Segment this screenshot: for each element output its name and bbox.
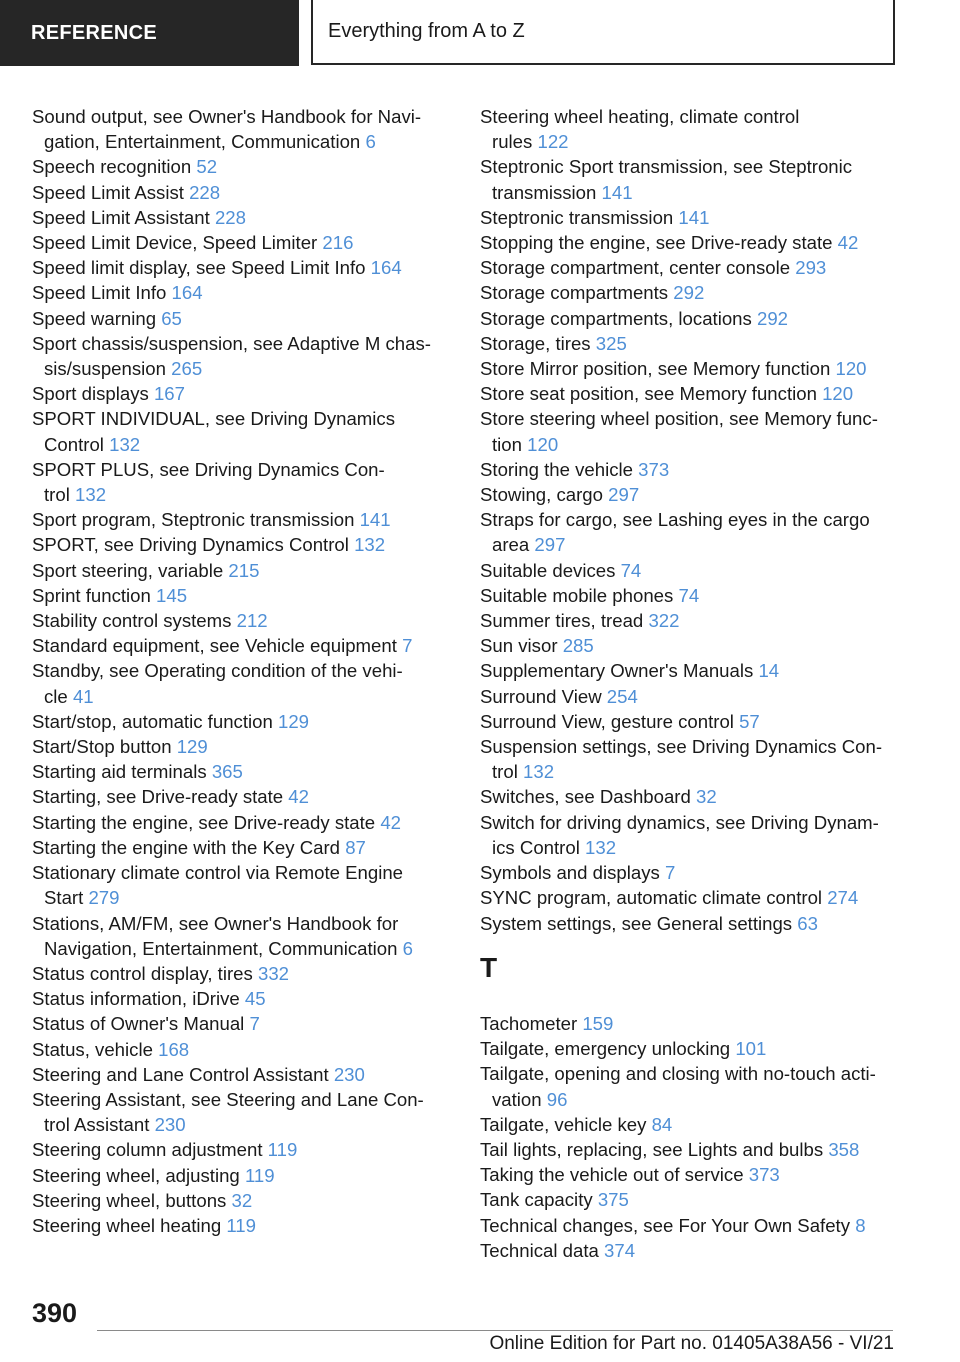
index-group-s — [480, 104, 900, 936]
index-entry — [480, 230, 900, 255]
index-entry — [32, 180, 444, 205]
index-entry — [480, 154, 900, 204]
index-entry — [32, 1188, 444, 1213]
index-entry-text: Stopping the engine, see Drive-ready state — [480, 232, 833, 254]
index-entry-text: Steering wheel heating — [32, 1214, 222, 1236]
page-link[interactable]: 42 — [837, 232, 859, 254]
page-link[interactable]: 141 — [678, 206, 710, 228]
page-link[interactable]: 14 — [758, 660, 780, 682]
index-entry-text: SPORT PLUS, see Driving Dynamics Con- — [32, 458, 385, 480]
index-entry — [480, 1011, 900, 1036]
index-entry — [480, 784, 900, 809]
index-entry-text: Storing the vehicle — [480, 458, 633, 480]
index-entry — [32, 860, 444, 910]
index-entry — [32, 205, 444, 230]
index-entry — [32, 810, 444, 835]
index-entry — [480, 280, 900, 305]
page-link[interactable]: 212 — [236, 610, 268, 632]
index-entry-text: Stowing, cargo — [480, 484, 603, 506]
index-entry — [480, 1112, 900, 1137]
page-link[interactable]: 168 — [158, 1038, 190, 1060]
index-entry — [32, 1037, 444, 1062]
index-entry — [480, 1036, 900, 1061]
page-link[interactable]: 7 — [665, 862, 676, 884]
page-link[interactable]: 41 — [72, 685, 94, 707]
index-column-left — [32, 104, 444, 1238]
index-entry — [480, 306, 900, 331]
index-entry-text: Steptronic Sport transmission, see Steptronic — [480, 156, 853, 178]
index-entry — [32, 961, 444, 986]
index-entry-text: trol — [44, 484, 70, 506]
index-entry-text: Speed limit display, see Speed Limit Info — [32, 257, 366, 279]
index-entry-text: Start/stop, automatic function — [32, 710, 273, 732]
index-entry-text: Starting aid terminals — [32, 761, 207, 783]
index-entry-text: Tailgate, opening and closing with no-touch acti- — [480, 1063, 876, 1085]
index-entry-text: Status of Owner's Manual — [32, 1013, 245, 1035]
page-link[interactable]: 230 — [333, 1063, 365, 1085]
index-entry — [32, 1087, 444, 1137]
index-entry-text: Storage, tires — [480, 332, 591, 354]
index-entry — [32, 1213, 444, 1238]
index-entry-text: Status information, iDrive — [32, 988, 240, 1010]
index-entry-text: Sound output, see Owner's Handbook for Navi- — [32, 106, 422, 127]
index-entry-text: Suitable devices — [480, 559, 616, 581]
index-entry-text: Sport displays — [32, 383, 149, 405]
page-link[interactable]: 119 — [244, 1164, 275, 1186]
index-entry-text: Steering column adjustment — [32, 1139, 263, 1161]
page-link[interactable]: 293 — [795, 257, 827, 279]
index-entry — [480, 658, 900, 683]
index-entry-text: Speed Limit Assist — [32, 181, 184, 203]
index-entry-text: Symbols and displays — [480, 862, 660, 884]
index-entry-text: Tachometer — [480, 1012, 578, 1034]
index-entry-text: trol — [492, 761, 518, 783]
index-entry — [32, 255, 444, 280]
page-link[interactable]: 325 — [595, 332, 627, 354]
index-entry — [32, 911, 444, 961]
chapter-title: Everything from A to Z — [311, 0, 895, 65]
index-entry-text: Technical data — [480, 1239, 599, 1261]
index-entry — [480, 381, 900, 406]
index-entry-text: Starting the engine, see Drive-ready state — [32, 811, 376, 833]
page-link[interactable]: 373 — [748, 1164, 780, 1186]
index-entry-text: Stability control systems — [32, 610, 232, 632]
page-link[interactable]: 119 — [226, 1214, 256, 1236]
page-link[interactable]: 365 — [211, 761, 243, 783]
index-entry — [480, 331, 900, 356]
index-entry — [32, 306, 444, 331]
page-link[interactable]: 230 — [154, 1114, 186, 1136]
page-link[interactable]: 279 — [88, 887, 120, 909]
index-entry — [480, 583, 900, 608]
index-entry-text: Sport program, Steptronic transmission — [32, 509, 355, 531]
page-link[interactable]: 120 — [822, 383, 854, 405]
index-entry — [32, 381, 444, 406]
index-entry — [32, 1137, 444, 1162]
index-entry — [480, 684, 900, 709]
index-entry-text: SYNC program, automatic climate control — [480, 887, 823, 909]
index-entry — [480, 608, 900, 633]
index-entry-text: Surround View — [480, 685, 602, 707]
index-entry-text: Technical changes, see For Your Own Safety — [480, 1214, 851, 1236]
index-entry — [480, 1213, 900, 1238]
index-entry-text: Steering Assistant, see Steering and Lane Con- — [32, 1088, 424, 1110]
index-entry-text: Steering wheel, buttons — [32, 1189, 227, 1211]
page-link[interactable]: 32 — [231, 1189, 253, 1211]
index-entry-text: cle — [44, 685, 68, 707]
page-link[interactable]: 132 — [585, 836, 617, 858]
index-entry-text: Tank capacity — [480, 1189, 593, 1211]
index-entry-text: Speech recognition — [32, 156, 192, 178]
index-entry-text: Store Mirror position, see Memory function — [480, 358, 831, 380]
page-link[interactable]: 65 — [161, 307, 182, 329]
page-link[interactable]: 274 — [827, 887, 859, 909]
index-entry-text: Stations, AM/FM, see Owner's Handbook for — [32, 912, 399, 934]
index-entry-text: Sprint function — [32, 584, 151, 606]
index-entry-text: Tailgate, emergency unlocking — [480, 1038, 731, 1060]
page-link[interactable]: 122 — [537, 131, 569, 153]
index-entry-text: Sport steering, variable — [32, 559, 224, 581]
index-entry — [480, 356, 900, 381]
index-entry-text: Surround View, gesture control — [480, 710, 734, 732]
index-entry-text: Standby, see Operating condition of the vehi- — [32, 660, 403, 682]
page-link[interactable]: 332 — [257, 962, 290, 984]
index-entry — [32, 457, 444, 507]
index-entry-text: rules — [492, 131, 533, 153]
index-entry — [480, 709, 900, 734]
index-entry — [480, 734, 900, 784]
page-link[interactable]: 120 — [835, 358, 867, 380]
index-entry-text: Suspension settings, see Driving Dynamics Con- — [480, 736, 883, 758]
page-number: 390 — [32, 1298, 78, 1328]
page-link[interactable]: 132 — [109, 433, 141, 455]
page-link[interactable]: 145 — [156, 584, 188, 606]
page-link[interactable]: 119 — [267, 1139, 298, 1161]
index-entry-text: SPORT, see Driving Dynamics Control — [32, 534, 349, 556]
page-link[interactable]: 292 — [673, 282, 705, 304]
index-entry — [32, 532, 444, 557]
page-link[interactable]: 129 — [176, 736, 208, 758]
index-entry — [32, 104, 444, 154]
page-link[interactable]: 57 — [739, 710, 760, 732]
page-link[interactable]: 297 — [534, 534, 566, 556]
index-entry-text: transmission — [492, 181, 597, 203]
index-entry-text: Sun visor — [480, 635, 558, 657]
index-entry-text: sis/suspension — [44, 358, 166, 380]
page-header — [0, 0, 960, 66]
index-entry-text: Speed warning — [32, 307, 157, 329]
index-entry-text: Summer tires, tread — [480, 610, 644, 632]
index-entry-text: Navigation, Entertainment, Communication — [44, 937, 398, 959]
page-link[interactable]: 375 — [597, 1189, 629, 1211]
index-entry — [480, 104, 900, 154]
index-entry — [32, 154, 444, 179]
page-link[interactable]: 101 — [735, 1038, 767, 1060]
index-entry — [480, 633, 900, 658]
index-entry-text: Store steering wheel position, see Memory func- — [480, 408, 878, 430]
page-link[interactable]: 141 — [601, 181, 633, 203]
index-entry-text: Switches, see Dashboard — [480, 786, 691, 808]
page-link[interactable]: 373 — [638, 458, 670, 480]
index-entry-text: Storage compartments — [480, 282, 669, 304]
index-entry-text: Sport chassis/suspension, see Adaptive M chas- — [32, 332, 431, 354]
index-entry-text: Speed Limit Info — [32, 282, 167, 304]
page-link[interactable]: 374 — [604, 1239, 636, 1261]
index-entry — [480, 1061, 900, 1111]
page-link[interactable]: 63 — [797, 912, 818, 934]
index-entry-text: Speed Limit Device, Speed Limiter — [32, 232, 318, 254]
section-letter: T — [480, 951, 498, 983]
index-entry-text: Start — [44, 887, 84, 909]
page-link[interactable]: 32 — [696, 786, 717, 808]
page-link[interactable]: 215 — [228, 559, 260, 581]
page-link[interactable]: 132 — [354, 534, 386, 556]
index-entry — [480, 1238, 900, 1263]
index-entry — [32, 558, 444, 583]
index-entry-text: Storage compartment, center console — [480, 257, 791, 279]
page-link[interactable]: 292 — [756, 307, 789, 329]
index-entry — [480, 1137, 900, 1162]
index-entry-text: tion — [492, 433, 522, 455]
page-link[interactable]: 141 — [359, 509, 391, 531]
footer-divider — [97, 1330, 893, 1331]
page-link[interactable]: 52 — [196, 156, 218, 178]
index-entry-text: Steering and Lane Control Assistant — [32, 1063, 329, 1085]
page-link[interactable]: 132 — [75, 484, 107, 506]
index-entry-text: Steering wheel heating, climate control — [480, 106, 800, 127]
page-link[interactable]: 74 — [678, 584, 700, 606]
page-link[interactable]: 8 — [855, 1214, 866, 1236]
index-entry — [480, 885, 900, 910]
index-entry — [480, 558, 900, 583]
index-entry-text: Suitable mobile phones — [480, 584, 674, 606]
index-entry-text: Storage compartments, locations — [480, 307, 752, 329]
page-link[interactable]: 164 — [370, 257, 402, 279]
index-entry-text: SPORT INDIVIDUAL, see Driving Dynamics — [32, 408, 396, 430]
page-link[interactable]: 164 — [171, 282, 203, 304]
index-entry — [32, 1163, 444, 1188]
index-entry-text: Store seat position, see Memory function — [480, 383, 817, 405]
page-link[interactable]: 265 — [171, 358, 203, 380]
index-entry — [480, 457, 900, 482]
page-link[interactable]: 84 — [651, 1113, 673, 1135]
index-entry — [480, 810, 900, 860]
index-entry-text: Control — [44, 433, 104, 455]
index-entry-text: Starting the engine with the Key Card — [32, 836, 341, 858]
index-entry-text: Straps for cargo, see Lashing eyes in the cargo — [480, 509, 870, 531]
page-link[interactable]: 120 — [527, 433, 559, 455]
index-entry — [32, 986, 444, 1011]
index-entry — [32, 835, 444, 860]
page-link[interactable]: 254 — [606, 685, 638, 707]
index-entry-text: gation, Entertainment, Communication — [44, 131, 361, 153]
page-link[interactable]: 358 — [828, 1138, 860, 1160]
page-link[interactable]: 87 — [345, 836, 366, 858]
page-link[interactable]: 6 — [365, 131, 376, 153]
index-entry — [480, 1162, 900, 1187]
index-entry-text: Steering wheel, adjusting — [32, 1164, 240, 1186]
index-entry — [32, 633, 444, 658]
index-entry-text: Status control display, tires — [32, 962, 253, 984]
index-entry-text: area — [492, 534, 530, 556]
index-entry-text: Speed Limit Assistant — [32, 206, 210, 228]
page-link[interactable]: 74 — [620, 559, 642, 581]
index-entry — [32, 734, 444, 759]
index-group-t — [480, 1011, 900, 1263]
page-link[interactable]: 228 — [214, 206, 246, 228]
index-entry — [32, 230, 444, 255]
index-column-right — [480, 104, 900, 1263]
page-link[interactable]: 285 — [562, 635, 594, 657]
index-entry-text: Taking the vehicle out of service — [480, 1164, 744, 1186]
page-link[interactable]: 228 — [189, 181, 221, 203]
index-entry-text: Starting, see Drive-ready state — [32, 786, 284, 808]
page-link[interactable]: 322 — [648, 610, 680, 632]
index-entry — [32, 280, 444, 305]
page-link[interactable]: 6 — [402, 937, 413, 959]
index-entry — [480, 406, 900, 456]
index-entry-text: Supplementary Owner's Manuals — [480, 660, 754, 682]
index-entry — [32, 1011, 444, 1036]
page-link[interactable]: 7 — [249, 1013, 260, 1035]
page-link[interactable]: 42 — [288, 786, 309, 808]
page-link[interactable]: 129 — [277, 710, 310, 732]
index-entry-text: Start/Stop button — [32, 736, 172, 758]
index-entry — [32, 608, 444, 633]
index-entry — [480, 911, 900, 936]
page-link[interactable]: 7 — [402, 635, 413, 657]
index-entry — [32, 784, 444, 809]
index-entry-text: Switch for driving dynamics, see Driving Dynam- — [480, 811, 879, 833]
page-link[interactable]: 45 — [244, 988, 266, 1010]
page-link[interactable]: 42 — [380, 811, 401, 833]
index-entry — [480, 507, 900, 557]
index-entry — [32, 759, 444, 784]
index-entry — [480, 205, 900, 230]
index-entry — [480, 255, 900, 280]
edition-note: Online Edition for Part no. 01405A38A56 - VI/21 — [489, 1333, 894, 1354]
index-entry-text: ics Control — [492, 836, 580, 858]
index-entry — [32, 331, 444, 381]
page-link[interactable]: 216 — [322, 232, 354, 254]
index-entry-text: vation — [492, 1088, 542, 1110]
page-link[interactable]: 297 — [608, 484, 640, 506]
index-entry-text: Tailgate, vehicle key — [480, 1113, 647, 1135]
index-entry-text: trol Assistant — [44, 1114, 150, 1136]
index-entry — [32, 507, 444, 532]
index-entry-text: Tail lights, replacing, see Lights and bulbs — [480, 1138, 824, 1160]
index-entry-text: Status, vehicle — [32, 1038, 153, 1060]
page-link[interactable]: 167 — [153, 383, 185, 405]
page-link[interactable]: 159 — [582, 1012, 614, 1034]
index-entry-text: Standard equipment, see Vehicle equipment — [32, 635, 397, 657]
index-entry — [32, 709, 444, 734]
index-entry — [32, 406, 444, 456]
page-link[interactable]: 96 — [546, 1088, 568, 1110]
index-entry-text: Steptronic transmission — [480, 206, 674, 228]
index-entry — [32, 583, 444, 608]
page-link[interactable]: 132 — [523, 761, 555, 783]
index-entry-text: Stationary climate control via Remote Engine — [32, 862, 404, 884]
index-entry-text: System settings, see General settings — [480, 912, 793, 934]
index-entry — [32, 658, 444, 708]
index-entry — [480, 860, 900, 885]
index-entry — [480, 482, 900, 507]
section-tab: REFERENCE — [0, 0, 299, 66]
index-entry — [32, 1062, 444, 1087]
index-entry — [480, 1187, 900, 1212]
